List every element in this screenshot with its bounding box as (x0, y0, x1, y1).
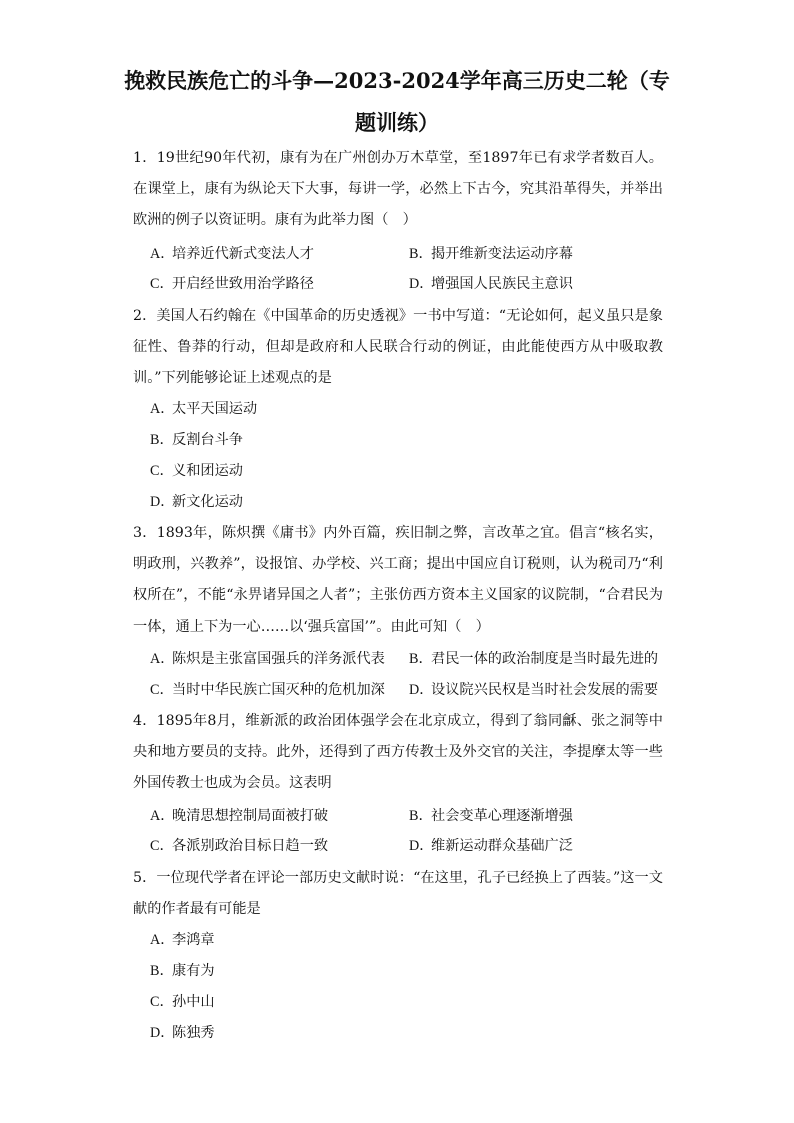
option-letter: A． (150, 401, 175, 417)
question-5-stem: 5．一位现代学者在评论一部历史文献时说：“在这里，孔子已经换上了西装。”这一文献的作者最有可能是 (133, 870, 663, 918)
option-text: 社会变革心理逐渐增强 (431, 808, 573, 824)
option-letter: C． (150, 838, 174, 854)
question-3-option-d (409, 680, 658, 700)
option-letter: D． (409, 682, 434, 698)
option-text: 义和团运动 (172, 463, 243, 479)
question-4-option-d (409, 836, 573, 856)
option-letter: A． (150, 932, 175, 948)
option-letter: C． (150, 463, 174, 479)
option-text: 李鸿章 (172, 932, 215, 948)
option-text: 揭开维新变法运动序幕 (431, 246, 573, 262)
question-4-option-a (150, 806, 328, 826)
option-text: 各派别政治目标日趋一致 (172, 838, 329, 854)
question-1-option-b (409, 244, 573, 264)
option-letter: D． (150, 1025, 175, 1041)
option-text: 反割台斗争 (172, 432, 243, 448)
option-letter: B． (150, 963, 174, 979)
option-text: 陈独秀 (172, 1025, 215, 1041)
option-text: 孙中山 (172, 994, 215, 1010)
question-1-stem: 1．19世纪90年代初，康有为在广州创办万木草堂，至1897年已有求学者数百人。在课堂上，康有为纵论天下大事，每讲一学，必然上下古今，究其沿革得失，并举出欧洲的例子以资证明。康有为此举力图（ ） (133, 150, 663, 229)
document-title: 挽救民族危亡的斗争—2023-2024学年高三历史二轮（专题训练） (124, 68, 670, 135)
question-3-option-c (150, 680, 385, 700)
option-letter: A． (150, 808, 175, 824)
question-1-option-c (150, 274, 314, 294)
question-4-stem: 4．1895年8月，维新派的政治团体强学会在北京成立，得到了翁同龢、张之洞等中央和地方要员的支持。此外，还得到了西方传教士及外交官的关注，李提摩太等一些外国传教士也成为会员。这表明 (133, 713, 663, 792)
question-4-option-c (150, 836, 328, 856)
question-2-option-b (150, 430, 243, 450)
option-text: 君民一体的政治制度是当时最先进的 (431, 651, 659, 667)
option-text: 开启经世致用治学路径 (172, 276, 314, 292)
option-text: 太平天国运动 (172, 401, 258, 417)
question-1-option-a (150, 244, 314, 264)
question-5-option-d (150, 1023, 215, 1043)
option-letter: B． (150, 432, 174, 448)
option-text: 维新运动群众基础广泛 (431, 838, 573, 854)
option-letter: A． (150, 651, 175, 667)
option-letter: D． (409, 838, 434, 854)
option-letter: C． (150, 682, 174, 698)
option-letter: D． (150, 494, 175, 510)
question-5-option-a (150, 930, 215, 950)
question-5-option-c (150, 992, 215, 1012)
option-text: 康有为 (172, 963, 215, 979)
question-2-stem: 2．美国人石约翰在《中国革命的历史透视》一书中写道：“无论如何，起义虽只是象征性、鲁莽的行动，但却是政府和人民联合行动的例证，由此能使西方从中吸取教训。”下列能够论证上述观点的是 (133, 308, 663, 387)
option-text: 增强国人民族民主意识 (431, 276, 573, 292)
question-3-stem: 3．1893年，陈炽撰《庸书》内外百篇，疾旧制之弊，言改革之宜。倡言“核名实，明政刑，兴教养”，设报馆、办学校、兴工商；提出中国应自订税则，认为税司乃“利权所在”，不能“永畀诸异国之人者”；主张仿西方资本主义国家的议院制，“合君民为一体，通上下为一心……以‘强兵富国’”。由此可知（ ） (133, 525, 663, 635)
option-letter: D． (409, 276, 434, 292)
option-letter: C． (150, 994, 174, 1010)
option-letter: B． (409, 246, 433, 262)
option-text: 新文化运动 (172, 494, 243, 510)
option-text: 晚清思想控制局面被打破 (172, 808, 329, 824)
option-letter: B． (409, 808, 433, 824)
question-2-option-c (150, 461, 243, 481)
question-1-option-d (409, 274, 573, 294)
question-4-option-b (409, 806, 573, 826)
option-text: 培养近代新式变法人才 (172, 246, 314, 262)
question-2-option-a (150, 399, 257, 419)
question-3-option-b (409, 649, 658, 669)
option-text: 当时中华民族亡国灭种的危机加深 (172, 682, 385, 698)
option-text: 陈炽是主张富国强兵的洋务派代表 (172, 651, 385, 667)
question-2-option-d (150, 492, 243, 512)
question-3-option-a (150, 649, 385, 669)
question-5-option-b (150, 961, 215, 981)
option-text: 设议院兴民权是当时社会发展的需要 (431, 682, 659, 698)
option-letter: C． (150, 276, 174, 292)
option-letter: B． (409, 651, 433, 667)
option-letter: A． (150, 246, 175, 262)
